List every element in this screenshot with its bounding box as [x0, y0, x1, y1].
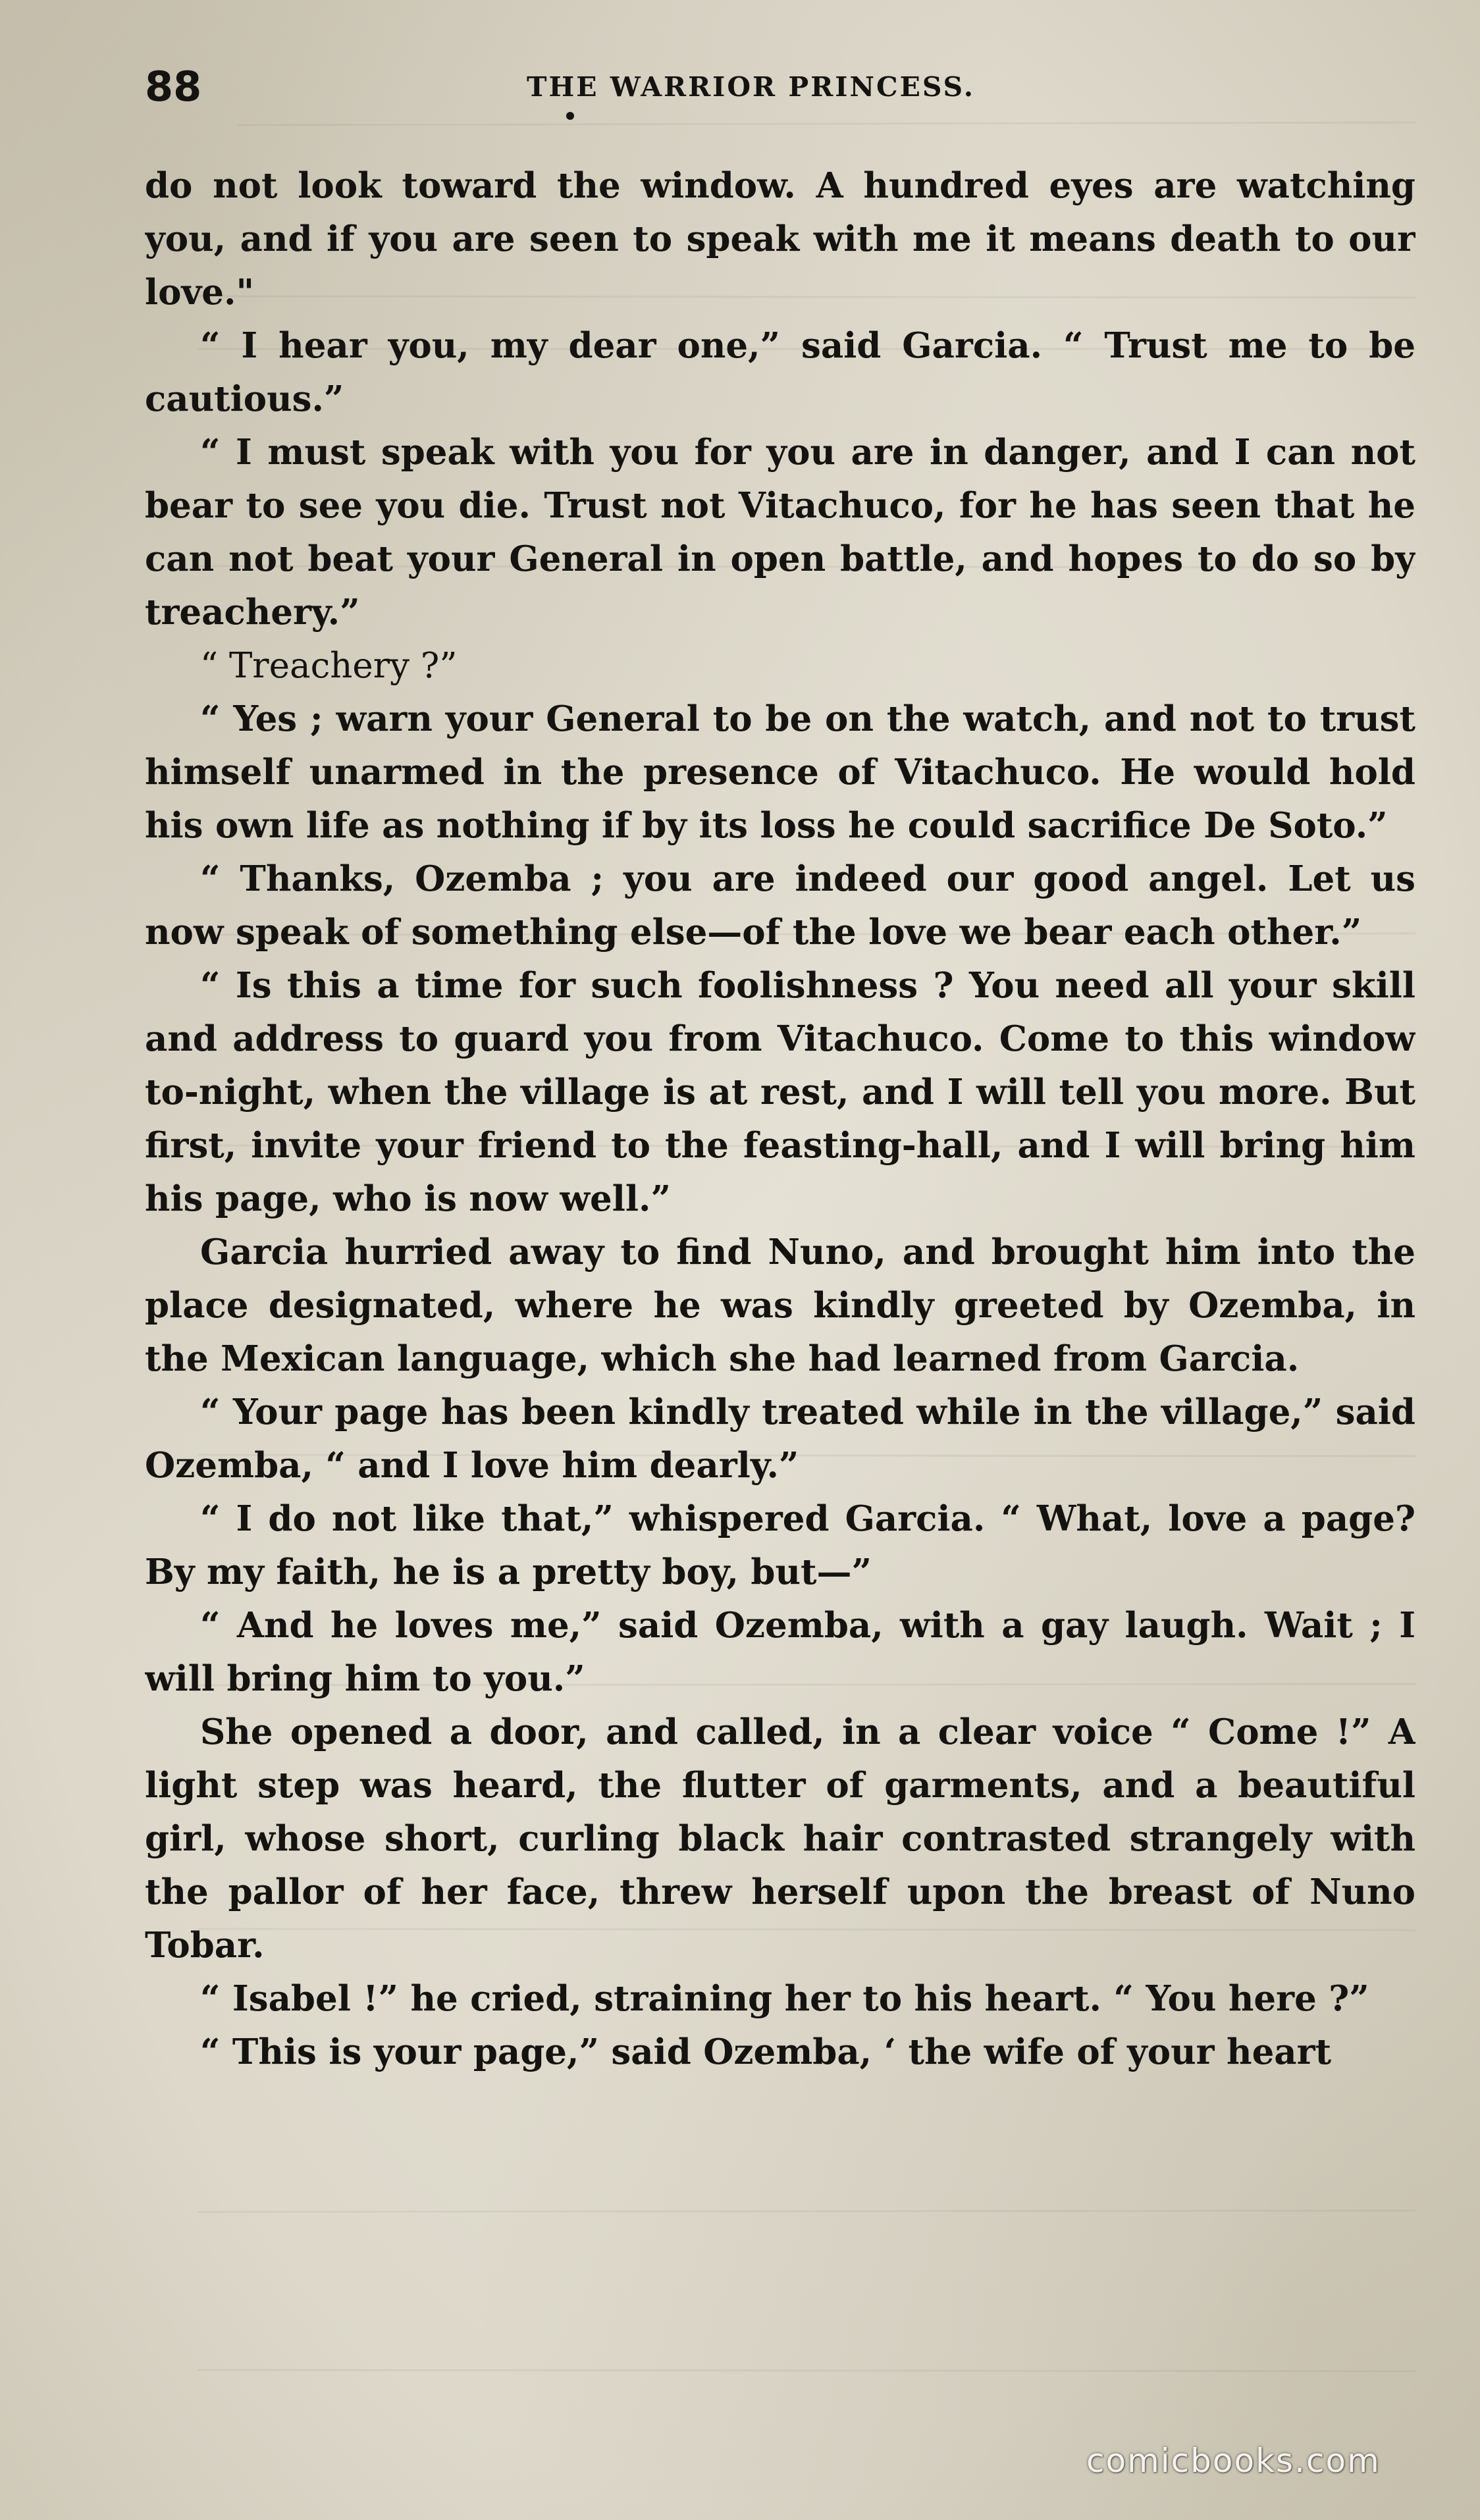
paragraph: Garcia hurried away to find Nuno, and brought him into the place designated, where he was kindly greeted by Ozemba, in the Mexican language, which she had learned from Garcia. [145, 1232, 1415, 1379]
paragraph: “ Yes ; warn your General to be on the watch, and not to trust himself unarmed in the presence of Vitachuco. He would hold his own life as nothing if by its loss he could sacrifice De Soto.” [145, 698, 1415, 846]
paragraph: She opened a door, and called, in a clear voice “ Come !” A light step was heard, the flutter of garments, and a beautiful girl, whose short, curling black hair contrasted strangely with the pallor of her face, threw herself upon the breast of Nuno Tobar. [145, 1712, 1415, 1966]
page-header [145, 61, 1415, 113]
paragraph: “ Treachery ?” [200, 646, 458, 686]
running-head: THE WARRIOR PRINCESS. [527, 71, 975, 103]
watermark: comicbooks.com [1086, 2442, 1381, 2480]
paragraph: “ I must speak with you for you are in danger, and I can not bear to see you die. Trust not Vitachuco, for he has seen that he can not beat your General in open battle, and hopes to do so by treachery.” [145, 432, 1415, 633]
paragraph: “ Thanks, Ozemba ; you are indeed our good angel. Let us now speak of something else—of the love we bear each other.” [145, 858, 1415, 953]
paragraph: “ Is this a time for such foolishness ? You need all your skill and address to guard you from Vitachuco. Come to this window to-night, when the village is at rest, and I will tell you more. But first, invite your friend to the feasting-hall, and I will bring him his page, who is now well.” [145, 965, 1415, 1219]
page-number: 88 [145, 63, 202, 111]
paragraph: “ This is your page,” said Ozemba, ‘ the wife of your heart [200, 2032, 1332, 2072]
paragraph: “ I do not like that,” whispered Garcia. “ What, love a page? By my faith, he is a pretty boy, but—” [145, 1498, 1415, 1592]
paragraph: do not look toward the window. A hundred eyes are watching you, and if you are seen to speak with me it means death to our love." [145, 165, 1415, 313]
paragraph: “ Your page has been kindly treated while in the village,” said Ozemba, “ and I love him dearly.” [145, 1392, 1415, 1486]
ink-dot [566, 112, 574, 120]
paragraph: “ I hear you, my dear one,” said Garcia. “ Trust me to be cautious.” [145, 325, 1415, 419]
paragraph: “ Isabel !” he cried, straining her to his heart. “ You here ?” [200, 1978, 1369, 2019]
paragraph: “ And he loves me,” said Ozemba, with a gay laugh. Wait ; I will bring him to you.” [145, 1605, 1415, 1699]
body-text [145, 159, 1415, 2332]
